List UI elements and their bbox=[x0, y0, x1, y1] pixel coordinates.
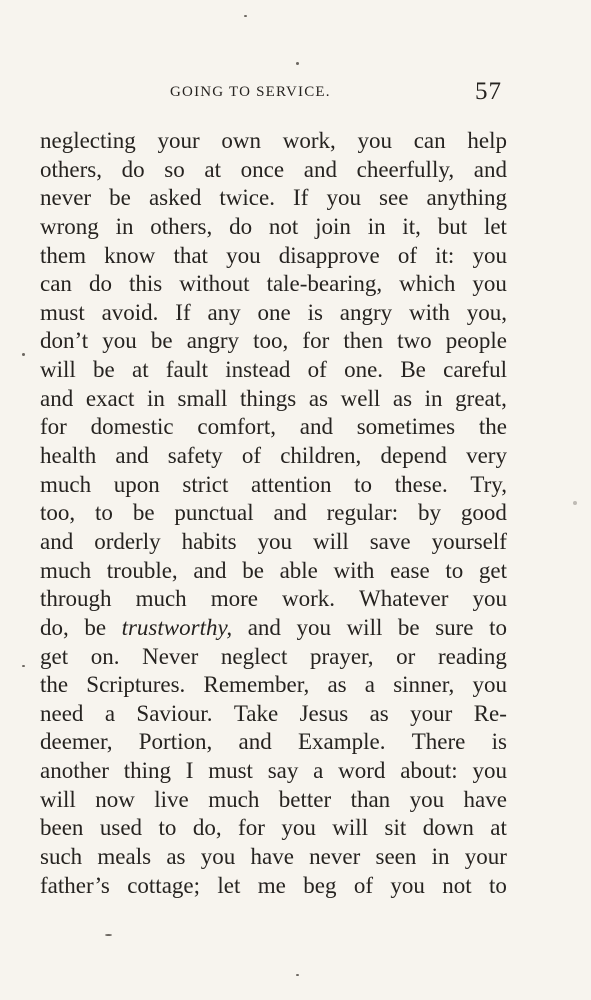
word: as bbox=[392, 385, 413, 411]
word: exact bbox=[85, 385, 135, 411]
word: do, bbox=[192, 815, 222, 841]
word: more bbox=[210, 586, 258, 612]
italic-word: trustworthy, bbox=[121, 614, 233, 640]
word: by bbox=[418, 500, 442, 526]
word: Jesus bbox=[299, 700, 349, 726]
word: not bbox=[442, 872, 472, 898]
running-title: GOING TO SERVICE. bbox=[170, 84, 331, 100]
word: trouble, bbox=[106, 557, 178, 583]
word: cheerfully, bbox=[356, 156, 455, 182]
word: these. bbox=[394, 471, 448, 497]
word: any bbox=[207, 299, 241, 325]
word: live bbox=[154, 786, 189, 812]
word: through bbox=[40, 586, 112, 612]
word: let bbox=[483, 213, 507, 239]
paper-speck bbox=[296, 62, 299, 65]
word: be bbox=[132, 500, 155, 526]
text-line bbox=[40, 499, 507, 528]
text-line bbox=[40, 242, 507, 271]
word: for bbox=[302, 328, 330, 354]
word: things bbox=[239, 385, 297, 411]
text-line bbox=[40, 728, 507, 757]
word: punctual bbox=[174, 500, 254, 526]
word: your bbox=[410, 700, 453, 726]
word: angry bbox=[339, 299, 393, 325]
word: If bbox=[175, 299, 191, 325]
word: angry bbox=[186, 328, 240, 354]
word: now bbox=[95, 786, 135, 812]
word: is bbox=[491, 729, 507, 755]
word: sit bbox=[384, 815, 407, 841]
word: and bbox=[238, 729, 272, 755]
word: be bbox=[150, 328, 173, 354]
word: do bbox=[229, 213, 253, 239]
word: do bbox=[88, 271, 112, 297]
word: much bbox=[135, 586, 187, 612]
word: that bbox=[173, 242, 208, 268]
paper-speck bbox=[22, 665, 25, 667]
word: regular: bbox=[326, 500, 399, 526]
word: much bbox=[40, 471, 92, 497]
word: neglect bbox=[220, 643, 288, 669]
word: Scriptures. bbox=[86, 672, 186, 698]
word: of bbox=[307, 357, 327, 383]
word: reading bbox=[437, 643, 507, 669]
word: in bbox=[431, 844, 450, 870]
word: much bbox=[208, 786, 260, 812]
word: very bbox=[466, 443, 507, 469]
word: get bbox=[40, 643, 69, 669]
word: will bbox=[346, 614, 383, 640]
word: to bbox=[489, 614, 507, 640]
text-line bbox=[40, 156, 507, 185]
word: to bbox=[158, 815, 177, 841]
word: safety bbox=[167, 443, 223, 469]
word: neglecting bbox=[40, 128, 136, 153]
word: Never bbox=[142, 643, 199, 669]
word: can bbox=[40, 271, 72, 297]
word: your bbox=[464, 844, 507, 870]
word: you bbox=[226, 242, 261, 268]
word: can bbox=[413, 128, 446, 153]
word: Be bbox=[400, 357, 426, 383]
body-text bbox=[40, 127, 507, 900]
text-line bbox=[40, 557, 507, 586]
word: attention bbox=[251, 471, 332, 497]
word: at bbox=[204, 156, 221, 182]
word: join bbox=[315, 213, 351, 239]
word: much bbox=[40, 557, 92, 583]
text-line bbox=[40, 843, 507, 872]
word: have bbox=[463, 786, 507, 812]
word: depend bbox=[380, 443, 447, 469]
word: you bbox=[357, 128, 392, 153]
text-line bbox=[40, 385, 507, 414]
text-line bbox=[40, 184, 507, 213]
word: to bbox=[489, 872, 507, 898]
word: on. bbox=[90, 643, 120, 669]
word: them bbox=[40, 242, 86, 268]
word: Saviour. bbox=[136, 700, 213, 726]
word: be bbox=[242, 557, 264, 583]
page-number: 57 bbox=[475, 78, 502, 105]
word: say bbox=[267, 758, 299, 784]
word: be bbox=[84, 614, 107, 640]
word: well bbox=[340, 385, 381, 411]
word: careful bbox=[443, 357, 507, 383]
word: and bbox=[40, 528, 74, 554]
word: and bbox=[247, 614, 281, 640]
word: used bbox=[99, 815, 143, 841]
word: Take bbox=[233, 700, 279, 726]
word: you bbox=[257, 528, 292, 554]
word: get bbox=[478, 557, 507, 583]
word: the bbox=[478, 414, 507, 440]
word: such bbox=[40, 844, 83, 870]
word: of bbox=[353, 872, 373, 898]
word: you bbox=[200, 844, 236, 870]
word: a bbox=[364, 672, 376, 698]
word: prayer, bbox=[309, 643, 374, 669]
word: do bbox=[121, 156, 145, 182]
word: word bbox=[338, 758, 386, 784]
word: do, bbox=[40, 614, 69, 640]
word: sure bbox=[435, 614, 474, 640]
word: Re- bbox=[473, 700, 507, 726]
word: you bbox=[409, 786, 445, 812]
word: another bbox=[40, 758, 109, 784]
word: and bbox=[473, 156, 507, 182]
text-line bbox=[40, 327, 507, 356]
word: is bbox=[307, 299, 323, 325]
word: let bbox=[217, 872, 241, 898]
word: one. bbox=[344, 357, 384, 383]
word: will bbox=[40, 786, 76, 812]
page-header bbox=[40, 80, 502, 114]
word: you bbox=[472, 672, 507, 698]
paper-speck bbox=[573, 501, 577, 505]
word: and bbox=[273, 500, 307, 526]
word: need bbox=[40, 700, 84, 726]
word: or bbox=[396, 643, 416, 669]
word: be bbox=[93, 357, 115, 383]
word: about: bbox=[400, 758, 458, 784]
word: work. bbox=[281, 586, 336, 612]
word: help bbox=[467, 128, 507, 153]
word: people bbox=[445, 328, 507, 354]
word: own bbox=[221, 128, 262, 153]
text-line bbox=[40, 127, 507, 156]
word: and bbox=[303, 156, 337, 182]
word: it: bbox=[435, 242, 455, 268]
word: be bbox=[397, 614, 420, 640]
text-line bbox=[40, 614, 507, 643]
text-line bbox=[40, 213, 507, 242]
paper-speck bbox=[105, 934, 112, 936]
text-line bbox=[40, 814, 507, 843]
word: seen bbox=[375, 844, 417, 870]
word: asked bbox=[148, 185, 202, 211]
word: children, bbox=[280, 443, 362, 469]
word: in bbox=[424, 385, 443, 411]
word: Try, bbox=[470, 471, 507, 497]
word: I bbox=[185, 758, 194, 784]
word: too, bbox=[253, 328, 289, 354]
word: you, bbox=[466, 299, 507, 325]
word: thing bbox=[123, 758, 172, 784]
word: others, bbox=[150, 213, 213, 239]
word: anything bbox=[426, 185, 507, 211]
word: of bbox=[241, 443, 262, 469]
word: as bbox=[166, 844, 186, 870]
word: in bbox=[115, 213, 134, 239]
text-line bbox=[40, 700, 507, 729]
word: you bbox=[326, 185, 361, 211]
word: others, bbox=[40, 156, 102, 182]
word: and bbox=[115, 443, 149, 469]
text-line bbox=[40, 442, 507, 471]
word: for bbox=[238, 815, 265, 841]
word: upon bbox=[113, 471, 160, 497]
word: without bbox=[179, 271, 250, 297]
word: never bbox=[40, 185, 92, 211]
word: been bbox=[40, 815, 84, 841]
word: able bbox=[279, 557, 318, 583]
word: you bbox=[472, 586, 507, 612]
word: as bbox=[327, 672, 347, 698]
word: for bbox=[40, 414, 67, 440]
word: know bbox=[104, 242, 156, 268]
word: you bbox=[296, 614, 331, 640]
word: which bbox=[399, 271, 456, 297]
word: health bbox=[40, 443, 97, 469]
word: you bbox=[472, 271, 507, 297]
word: Example. bbox=[297, 729, 386, 755]
word: this bbox=[128, 271, 163, 297]
word: you bbox=[390, 872, 425, 898]
word: instead bbox=[225, 357, 291, 383]
word: but bbox=[437, 213, 468, 239]
text-line bbox=[40, 528, 507, 557]
word: father’s bbox=[40, 872, 110, 898]
word: domestic bbox=[90, 414, 174, 440]
word: sinner, bbox=[393, 672, 455, 698]
word: wrong bbox=[40, 213, 99, 239]
word: two bbox=[397, 328, 432, 354]
word: There bbox=[411, 729, 466, 755]
word: beg bbox=[303, 872, 337, 898]
word: and bbox=[299, 414, 333, 440]
word: good bbox=[460, 500, 507, 526]
word: so bbox=[164, 156, 185, 182]
word: save bbox=[369, 528, 411, 554]
word: never bbox=[309, 844, 361, 870]
word: your bbox=[157, 128, 200, 153]
paper-speck bbox=[296, 974, 299, 976]
word: with bbox=[408, 299, 450, 325]
word: you bbox=[281, 815, 316, 841]
word: disapprove bbox=[278, 242, 380, 268]
word: too, bbox=[40, 500, 76, 526]
word: me bbox=[257, 872, 286, 898]
word: orderly bbox=[94, 528, 161, 554]
word: will bbox=[312, 528, 349, 554]
text-line bbox=[40, 585, 507, 614]
word: Remember, bbox=[203, 672, 310, 698]
word: sometimes bbox=[356, 414, 456, 440]
text-line bbox=[40, 872, 507, 901]
word: must bbox=[208, 758, 253, 784]
word: as bbox=[369, 700, 389, 726]
word: comfort, bbox=[197, 414, 276, 440]
word: you bbox=[472, 242, 507, 268]
text-line bbox=[40, 413, 507, 442]
word: Whatever bbox=[359, 586, 449, 612]
word: you bbox=[102, 328, 137, 354]
word: must bbox=[40, 299, 85, 325]
word: better bbox=[278, 786, 332, 812]
text-line bbox=[40, 671, 507, 700]
word: and bbox=[193, 557, 227, 583]
word: the bbox=[40, 672, 69, 698]
word: avoid. bbox=[101, 299, 159, 325]
text-line bbox=[40, 299, 507, 328]
word: at bbox=[132, 357, 149, 383]
word: don’t bbox=[40, 328, 89, 354]
word: work, bbox=[282, 128, 336, 153]
word: not bbox=[268, 213, 299, 239]
word: to bbox=[354, 471, 373, 497]
word: Portion, bbox=[138, 729, 213, 755]
paper-speck bbox=[22, 353, 25, 356]
word: have bbox=[250, 844, 294, 870]
word: a bbox=[104, 700, 116, 726]
word: with bbox=[333, 557, 375, 583]
word: than bbox=[350, 786, 391, 812]
word: to bbox=[445, 557, 464, 583]
word: it, bbox=[402, 213, 421, 239]
text-line bbox=[40, 356, 507, 385]
text-line bbox=[40, 270, 507, 299]
word: small bbox=[177, 385, 228, 411]
word: and bbox=[40, 385, 74, 411]
word: a bbox=[313, 758, 324, 784]
text-line bbox=[40, 757, 507, 786]
word: down bbox=[422, 815, 474, 841]
text-line bbox=[40, 471, 507, 500]
word: you bbox=[472, 758, 507, 784]
word: once bbox=[240, 156, 285, 182]
word: habits bbox=[181, 528, 237, 554]
text-line bbox=[40, 643, 507, 672]
word: will bbox=[332, 815, 369, 841]
word: as bbox=[308, 385, 328, 411]
word: be bbox=[109, 185, 131, 211]
word: then bbox=[343, 328, 383, 354]
word: strict bbox=[182, 471, 229, 497]
word: If bbox=[293, 185, 309, 211]
word: will bbox=[40, 357, 76, 383]
word: cottage; bbox=[127, 872, 200, 898]
word: twice. bbox=[219, 185, 275, 211]
word: in bbox=[367, 213, 386, 239]
word: in bbox=[146, 385, 165, 411]
word: to bbox=[95, 500, 113, 526]
word: see bbox=[379, 185, 409, 211]
word: of bbox=[397, 242, 417, 268]
word: great, bbox=[455, 385, 507, 411]
word: ease bbox=[390, 557, 430, 583]
text-line bbox=[40, 786, 507, 815]
word: yourself bbox=[431, 528, 507, 554]
word: tale-bearing, bbox=[266, 271, 383, 297]
paper-speck bbox=[244, 15, 247, 17]
word: deemer, bbox=[40, 729, 113, 755]
word: at bbox=[490, 815, 507, 841]
word: fault bbox=[165, 357, 209, 383]
word: one bbox=[257, 299, 291, 325]
word: meals bbox=[97, 844, 152, 870]
